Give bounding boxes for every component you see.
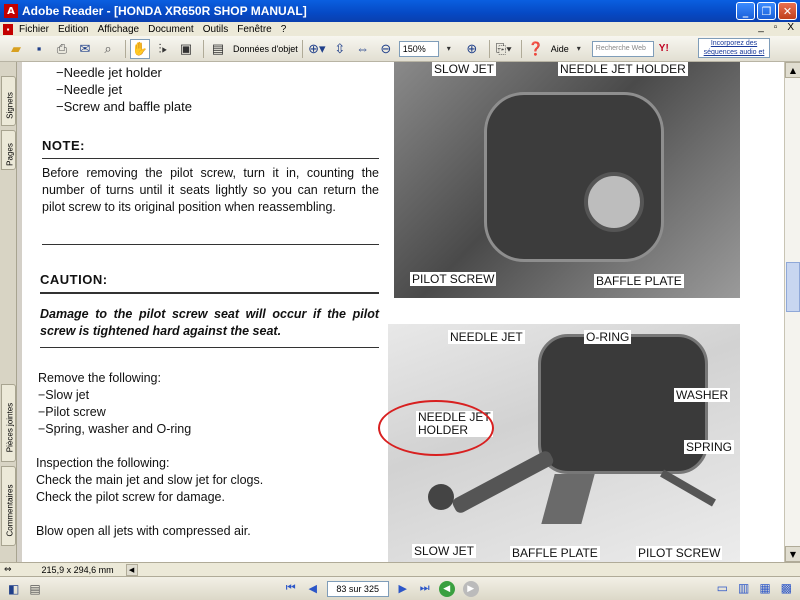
list-item: −Spring, washer and O-ring [38, 422, 192, 436]
navigation-panel-tabs [0, 62, 17, 562]
menu-bar [0, 22, 800, 36]
first-page-icon[interactable]: ⏮ [285, 582, 296, 594]
list-item: −Screw and baffle plate [56, 99, 192, 114]
list-item: −Needle jet [56, 82, 123, 97]
red-highlight-circle [378, 400, 494, 456]
label-line: NEEDLE JET [418, 410, 491, 424]
label-slow-jet: SLOW JET [414, 544, 475, 558]
close-button[interactable]: ✕ [778, 2, 797, 20]
label-pilot-screw: PILOT SCREW [638, 546, 721, 560]
print-icon[interactable]: ⎙ [56, 40, 68, 56]
continuous-icon[interactable]: ▥ [737, 581, 750, 595]
label-o-ring: O-RING [586, 330, 630, 344]
previous-page-icon[interactable]: ◀ [308, 583, 317, 595]
tab-pieces-jointes-label: Pièces jointes [5, 402, 15, 453]
list-item: −Slow jet [38, 388, 90, 402]
tools-icon[interactable]: ⎘▾ [495, 40, 512, 56]
menu-fenetre[interactable]: Fenêtre [237, 23, 272, 35]
last-page-icon[interactable]: ⏭ [419, 582, 430, 594]
doc-close-button[interactable]: X [787, 22, 794, 33]
caution-text: Damage to the pilot screw seat will occur if the pilot screw is tightened hard against the seat. [40, 307, 379, 338]
carb-body-shape [484, 92, 664, 262]
document-icon: ▪ [3, 24, 13, 35]
snapshot-icon[interactable]: ▣ [179, 40, 193, 56]
menu-fichier[interactable]: Fichier [19, 23, 50, 35]
needle-jet-holder-part [451, 449, 556, 515]
page-navigation [283, 581, 479, 597]
help-label[interactable]: Aide [550, 43, 569, 54]
page-number-field[interactable]: 83 sur 325 [327, 581, 389, 597]
caution-heading: CAUTION: [40, 272, 108, 287]
remove-intro: Remove the following: [38, 371, 161, 385]
title-bar [0, 0, 800, 22]
status-bar [0, 576, 800, 600]
tab-signets-label: Signets [5, 92, 15, 119]
inspect-line: Check the main jet and slow jet for clogs. [36, 473, 264, 487]
toolbar-separator [302, 40, 303, 58]
divider [42, 244, 379, 245]
toolbar-separator [521, 40, 522, 58]
label-slow-jet: SLOW JET [434, 62, 495, 76]
scroll-down-icon[interactable]: ▼ [785, 546, 800, 562]
doc-minimize-button[interactable]: _ [758, 22, 764, 33]
carburator-photo-top [394, 62, 740, 298]
zoom-icon[interactable]: ⊕▾ [308, 40, 326, 56]
go-forward-icon[interactable]: ▶ [463, 581, 479, 597]
label-baffle-plate: BAFFLE PLATE [512, 546, 598, 560]
divider [40, 292, 379, 294]
tab-pages-label: Pages [5, 143, 15, 166]
slow-jet-part [428, 484, 454, 510]
note-text: Before removing the pilot screw, turn it in, counting the number of turns until it seats lightly so you can return the pilot screw to its original position when reassembling. [42, 166, 379, 214]
vertical-scrollbar[interactable] [784, 62, 800, 562]
menu-affichage[interactable]: Affichage [97, 23, 140, 35]
menu-document[interactable]: Document [148, 23, 194, 35]
pilot-screw-part [660, 470, 716, 507]
fit-width-icon[interactable]: ⇔ [356, 41, 370, 56]
tab-commentaires[interactable] [1, 466, 16, 546]
search-icon[interactable]: ⌕ [104, 40, 112, 56]
tab-signets[interactable] [1, 76, 16, 126]
scroll-thumb[interactable] [786, 262, 800, 312]
document-page[interactable] [22, 62, 786, 562]
web-search-input[interactable]: Recherche Web [592, 41, 654, 57]
open-icon[interactable]: ▰ [11, 40, 21, 56]
maximize-button[interactable]: ❐ [757, 2, 776, 20]
promo-line-1: Incorporez des [710, 40, 758, 47]
label-washer: WASHER [676, 388, 729, 402]
minimize-button[interactable]: _ [736, 2, 755, 20]
label-needle-jet: NEEDLE JET [450, 330, 523, 344]
menu-edition[interactable]: Edition [58, 23, 89, 35]
data-objects-label[interactable]: Données d'objet [233, 43, 298, 54]
carb-body-shape [538, 334, 708, 474]
blow-text: Blow open all jets with compressed air. [36, 524, 251, 538]
divider [40, 347, 379, 348]
list-top [56, 64, 192, 115]
label-line: HOLDER [418, 423, 469, 437]
toolbar-separator [203, 40, 204, 58]
horizontal-scrollbar[interactable] [0, 562, 800, 576]
email-icon[interactable]: ✉ [79, 40, 91, 56]
scroll-left-icon[interactable]: ◀ [126, 564, 138, 576]
zoom-in-icon[interactable]: ⊕ [466, 40, 478, 56]
next-page-icon[interactable]: ▶ [398, 583, 407, 595]
toolbar-separator [125, 40, 126, 58]
zoom-dropdown-icon[interactable]: ▾ [446, 44, 451, 53]
toolbar-separator [489, 40, 490, 58]
help-icon[interactable]: ❓ [527, 40, 544, 56]
list-item: −Needle jet holder [56, 65, 162, 80]
window-title: Adobe Reader - [HONDA XR650R SHOP MANUAL] [22, 4, 307, 18]
list-item: −Pilot screw [38, 405, 106, 419]
note-heading: NOTE: [42, 138, 85, 153]
menu-help[interactable]: ? [280, 23, 287, 35]
zoom-level-field[interactable]: 150% [399, 41, 439, 57]
hand-icon[interactable]: ✋ [130, 39, 150, 59]
adobe-reader-icon: A [4, 4, 18, 18]
label-spring: SPRING [686, 440, 733, 454]
scroll-up-icon[interactable]: ▲ [785, 62, 800, 78]
remove-list [38, 387, 191, 438]
toolbar [0, 36, 800, 62]
label-needle-jet-holder: NEEDLE JET HOLDER [560, 62, 686, 76]
menu-outils[interactable]: Outils [202, 23, 229, 35]
inspect-intro: Inspection the following: [36, 456, 170, 470]
page-layout-controls [717, 581, 792, 595]
yahoo-icon[interactable]: Y! [658, 43, 669, 54]
promo-line-2: séquences audio et [703, 49, 765, 56]
facing-icon[interactable]: ▦ [759, 581, 771, 595]
resize-handle-icon[interactable]: ⇔ [4, 564, 12, 575]
tab-pages[interactable] [1, 130, 16, 170]
doc-restore-button[interactable]: ▫ [773, 22, 778, 33]
carb-bore-shape [584, 172, 644, 232]
single-page-icon[interactable]: ▭ [716, 581, 728, 595]
label-pilot-screw: PILOT SCREW [412, 272, 495, 286]
fit-page-icon[interactable]: ⇳ [334, 40, 346, 56]
continuous-facing-icon[interactable]: ▩ [780, 581, 792, 595]
go-back-icon[interactable]: ◀ [439, 581, 455, 597]
data-objects-icon[interactable]: ▤ [211, 40, 225, 56]
panel-toggle-icon[interactable]: ◧ [8, 581, 20, 596]
select-icon[interactable]: ⫶▸ [158, 40, 168, 56]
help-dropdown-icon[interactable]: ▾ [576, 44, 581, 53]
label-baffle-plate: BAFFLE PLATE [596, 274, 682, 288]
tab-pieces-jointes[interactable] [1, 384, 16, 462]
divider [42, 158, 379, 159]
page-size: 215,9 x 294,6 mm [41, 564, 114, 575]
tab-commentaires-label: Commentaires [5, 484, 15, 537]
save-icon[interactable]: ▪ [36, 41, 42, 56]
baffle-plate-part [541, 474, 594, 524]
promo-link[interactable] [698, 38, 770, 58]
page-info-icon[interactable]: ▤ [29, 581, 41, 596]
zoom-out-icon[interactable]: ⊖ [380, 40, 392, 56]
inspect-line: Check the pilot screw for damage. [36, 490, 225, 504]
